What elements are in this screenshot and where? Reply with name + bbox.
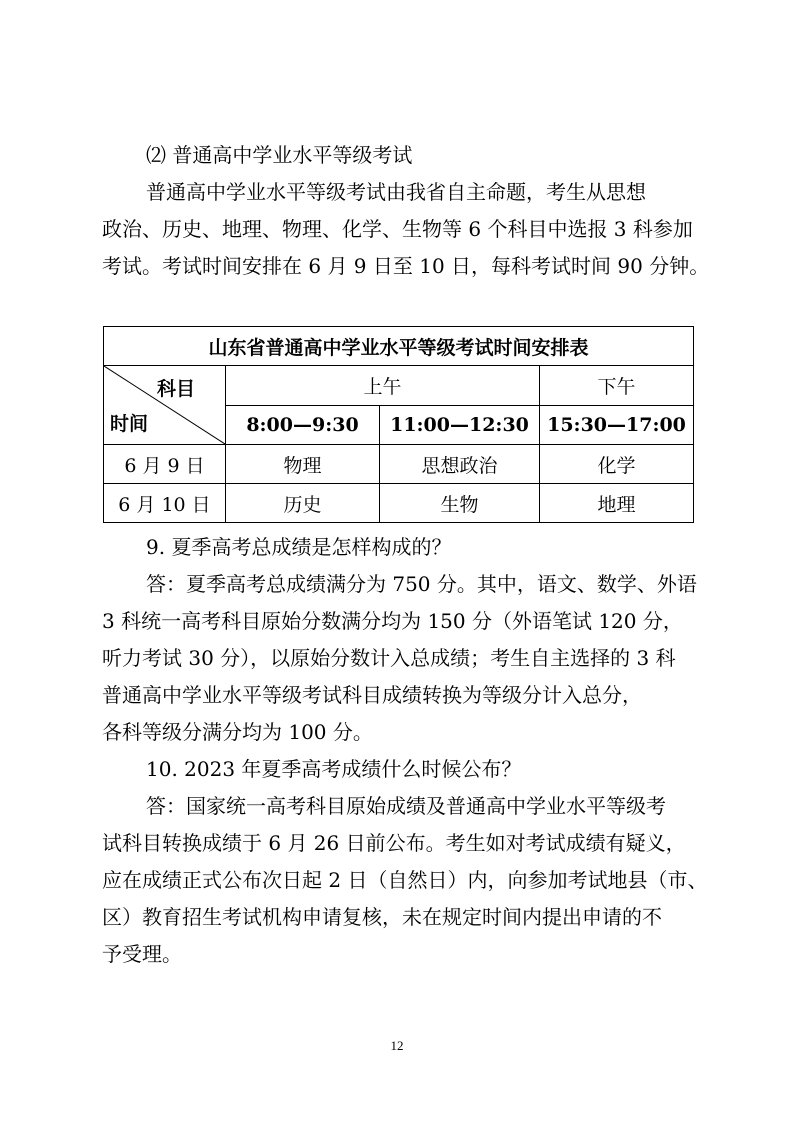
subject-cell: 历史 xyxy=(226,484,380,523)
section-heading: ⑵ 普通高中学业水平等级考试 xyxy=(146,143,413,167)
q10-block xyxy=(102,751,708,973)
time-slot: 11:00—12:30 xyxy=(380,405,540,445)
q10-answer-line: 试科目转换成绩于 6 月 26 日前公布。考生如对考试成绩有疑义， xyxy=(102,831,686,855)
subject-cell: 化学 xyxy=(540,445,694,484)
subject-cell: 地理 xyxy=(540,484,694,523)
intro-line: 政治、历史、地理、物理、化学、生物等 6 个科目中选报 3 科参加 xyxy=(102,217,693,241)
afternoon-header: 下午 xyxy=(540,366,694,406)
q9-answer-line: 普通高中学业水平等级考试科目成绩转换为等级分计入总分， xyxy=(102,683,642,707)
table-title: 山东省普通高中学业水平等级考试时间安排表 xyxy=(104,327,694,366)
date-cell: 6 月 10 日 xyxy=(104,484,226,523)
schedule-table xyxy=(103,326,694,523)
corner-time-label: 时间 xyxy=(110,413,149,435)
subject-cell: 物理 xyxy=(226,445,380,484)
intro-line: 考试。考试时间安排在 6 月 9 日至 10 日，每科考试时间 90 分钟。 xyxy=(102,254,710,278)
time-slot: 8:00—9:30 xyxy=(226,405,380,445)
q9-question: 9. 夏季高考总成绩是怎样构成的？ xyxy=(146,535,452,559)
table-row xyxy=(104,484,694,523)
corner-subject-label: 科目 xyxy=(156,378,195,400)
table-corner-cell xyxy=(104,366,226,445)
q10-answer-line: 予受理。 xyxy=(102,942,182,966)
q10-answer-line: 区）教育招生考试机构申请复核，未在规定时间内提出申请的不 xyxy=(102,905,662,929)
q9-answer-line: 听力考试 30 分），以原始分数计入总成绩；考生自主选择的 3 科 xyxy=(102,646,676,670)
q9-block xyxy=(102,529,697,751)
page-number: 12 xyxy=(390,1038,404,1053)
subject-cell: 生物 xyxy=(380,484,540,523)
table-row xyxy=(104,445,694,484)
q10-answer-line: 答：国家统一高考科目原始成绩及普通高中学业水平等级考 xyxy=(146,794,666,818)
q9-answer-line: 3 科统一高考科目原始分数满分均为 150 分（外语笔试 120 分， xyxy=(102,609,683,633)
subject-cell: 思想政治 xyxy=(380,445,540,484)
intro-paragraph xyxy=(102,174,710,285)
q10-answer-line: 应在成绩正式公布次日起 2 日（自然日）内，向参加考试地县（市、 xyxy=(102,868,708,892)
time-slot: 15:30—17:00 xyxy=(540,405,694,445)
q9-answer-line: 各科等级分满分均为 100 分。 xyxy=(102,720,373,744)
intro-line: 普通高中学业水平等级考试由我省自主命题，考生从思想 xyxy=(146,180,646,204)
q9-answer-line: 答：夏季高考总成绩满分为 750 分。其中，语文、数学、外语 xyxy=(146,572,697,596)
q10-question: 10. 2023 年夏季高考成绩什么时候公布？ xyxy=(146,757,522,781)
date-cell: 6 月 9 日 xyxy=(104,445,226,484)
morning-header: 上午 xyxy=(226,366,540,406)
